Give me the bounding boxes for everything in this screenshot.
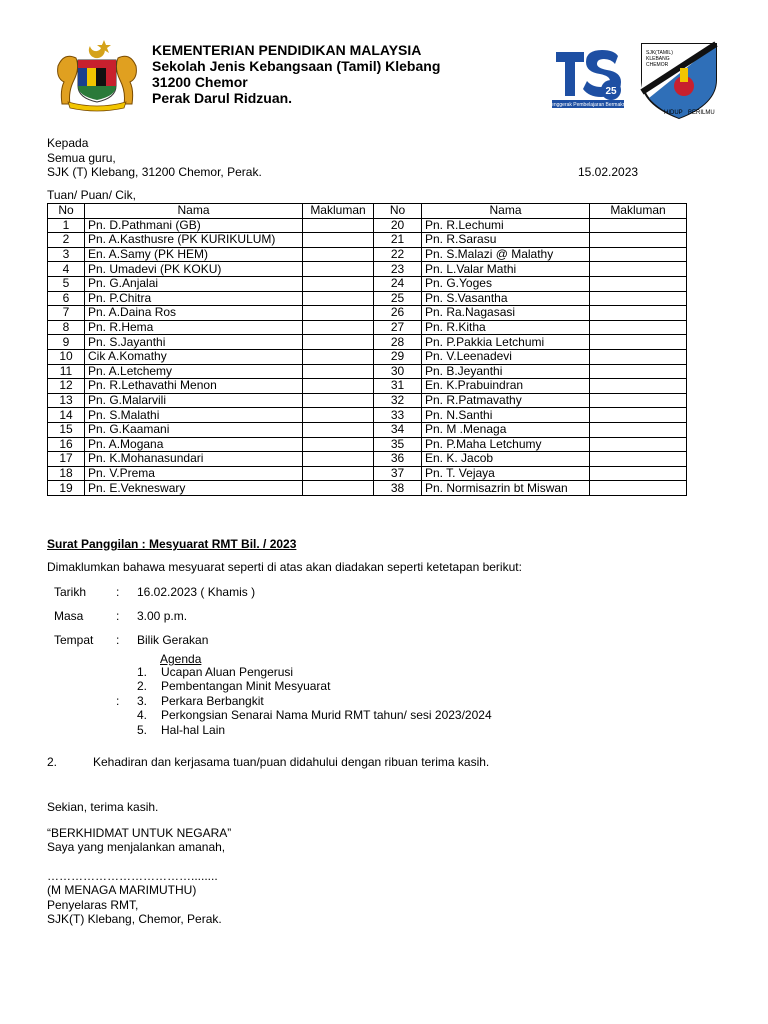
staff-no-right: 26 bbox=[374, 306, 422, 321]
staff-makluman-left bbox=[303, 422, 374, 437]
staff-name-right: En. K. Jacob bbox=[422, 452, 590, 467]
staff-no-right: 29 bbox=[374, 349, 422, 364]
staff-makluman-left bbox=[303, 349, 374, 364]
column-header: No bbox=[48, 204, 85, 219]
staff-makluman-left bbox=[303, 481, 374, 496]
notice-subject: Surat Panggilan : Mesyuarat RMT Bil. / 2023 bbox=[47, 537, 297, 551]
staff-makluman-right bbox=[590, 291, 687, 306]
staff-no-right: 36 bbox=[374, 452, 422, 467]
staff-no-left: 11 bbox=[48, 364, 85, 379]
staff-makluman-right bbox=[590, 452, 687, 467]
table-row bbox=[48, 218, 687, 233]
detail-colon: : bbox=[116, 609, 120, 623]
detail-key: Tarikh bbox=[54, 585, 87, 599]
school-name: Sekolah Jenis Kebangsaan (Tamil) Klebang bbox=[152, 58, 441, 74]
staff-name-right: Pn. P.Maha Letchumy bbox=[422, 437, 590, 452]
staff-name-left: Pn. V.Prema bbox=[85, 466, 303, 481]
staff-no-left: 12 bbox=[48, 379, 85, 394]
staff-makluman-right bbox=[590, 349, 687, 364]
staff-makluman-right bbox=[590, 276, 687, 291]
staff-makluman-right bbox=[590, 437, 687, 452]
agenda-item-text: Pembentangan Minit Mesyuarat bbox=[161, 679, 331, 694]
agenda-item-number: 5. bbox=[137, 722, 148, 737]
staff-makluman-left bbox=[303, 276, 374, 291]
staff-name-right: Pn. S.Malazi @ Malathy bbox=[422, 247, 590, 262]
svg-text:HIDUP: HIDUP bbox=[664, 110, 683, 116]
staff-no-right: 34 bbox=[374, 422, 422, 437]
table-header-row bbox=[48, 204, 687, 219]
table-row bbox=[48, 452, 687, 467]
agenda-item bbox=[137, 679, 492, 693]
staff-name-right: Pn. Normisazrin bt Miswan bbox=[422, 481, 590, 496]
staff-name-left: Pn. G.Kaamani bbox=[85, 422, 303, 437]
letter-date: 15.02.2023 bbox=[578, 165, 639, 179]
staff-makluman-left bbox=[303, 320, 374, 335]
staff-makluman-right bbox=[590, 247, 687, 262]
staff-no-left: 7 bbox=[48, 306, 85, 321]
staff-name-left: Pn. A.Kasthusre (PK KURIKULUM) bbox=[85, 233, 303, 248]
staff-name-right: Pn. T. Vejaya bbox=[422, 466, 590, 481]
staff-no-right: 22 bbox=[374, 247, 422, 262]
table-row bbox=[48, 349, 687, 364]
table-row bbox=[48, 481, 687, 496]
staff-name-right: Pn. V.Leenadevi bbox=[422, 349, 590, 364]
ts25-logo bbox=[548, 42, 628, 114]
column-header: Nama bbox=[85, 204, 303, 219]
staff-no-left: 18 bbox=[48, 466, 85, 481]
svg-text:25: 25 bbox=[605, 86, 617, 97]
staff-no-right: 37 bbox=[374, 466, 422, 481]
detail-row-place bbox=[0, 633, 768, 649]
staff-no-right: 23 bbox=[374, 262, 422, 277]
school-state: Perak Darul Ridzuan. bbox=[152, 90, 293, 106]
signatory-school: SJK(T) Klebang, Chemor, Perak. bbox=[47, 912, 222, 926]
staff-name-right: Pn. S.Vasantha bbox=[422, 291, 590, 306]
table-row bbox=[48, 233, 687, 248]
staff-name-right: Pn. R.Sarasu bbox=[422, 233, 590, 248]
staff-makluman-left bbox=[303, 247, 374, 262]
staff-makluman-left bbox=[303, 335, 374, 350]
staff-no-right: 28 bbox=[374, 335, 422, 350]
staff-name-left: Pn. R.Hema bbox=[85, 320, 303, 335]
staff-name-right: Pn. B.Jeyanthi bbox=[422, 364, 590, 379]
staff-makluman-right bbox=[590, 233, 687, 248]
staff-no-right: 32 bbox=[374, 393, 422, 408]
table-row bbox=[48, 422, 687, 437]
staff-no-left: 3 bbox=[48, 247, 85, 262]
staff-name-left: En. A.Samy (PK HEM) bbox=[85, 247, 303, 262]
staff-name-left: Pn. A.Mogana bbox=[85, 437, 303, 452]
school-badge-logo bbox=[636, 40, 722, 120]
staff-makluman-right bbox=[590, 364, 687, 379]
staff-name-right: Pn. L.Valar Mathi bbox=[422, 262, 590, 277]
staff-name-right: En. K.Prabuindran bbox=[422, 379, 590, 394]
staff-makluman-right bbox=[590, 408, 687, 423]
staff-no-left: 2 bbox=[48, 233, 85, 248]
detail-row-date bbox=[0, 585, 768, 601]
staff-name-right: Pn. R.Lechumi bbox=[422, 218, 590, 233]
staff-makluman-right bbox=[590, 262, 687, 277]
staff-name-left: Pn. G.Malarvili bbox=[85, 393, 303, 408]
table-row bbox=[48, 306, 687, 321]
staff-no-right: 27 bbox=[374, 320, 422, 335]
staff-name-right: Pn. G.Yoges bbox=[422, 276, 590, 291]
staff-no-right: 35 bbox=[374, 437, 422, 452]
staff-no-left: 17 bbox=[48, 452, 85, 467]
staff-name-right: Pn. Ra.Nagasasi bbox=[422, 306, 590, 321]
staff-name-right: Pn. M .Menaga bbox=[422, 422, 590, 437]
agenda-item-number: 4. bbox=[137, 708, 148, 723]
svg-text:BERILMU: BERILMU bbox=[688, 110, 715, 116]
svg-text:KLEBANG: KLEBANG bbox=[646, 56, 670, 62]
paragraph-2-text: Kehadiran dan kerjasama tuan/puan didahului dengan ribuan terima kasih. bbox=[93, 755, 490, 769]
staff-name-left: Pn. E.Vekneswary bbox=[85, 481, 303, 496]
staff-name-left: Pn. S.Jayanthi bbox=[85, 335, 303, 350]
staff-makluman-right bbox=[590, 481, 687, 496]
table-row bbox=[48, 466, 687, 481]
agenda-item-number: 3. bbox=[137, 693, 148, 708]
staff-name-left: Pn. D.Pathmani (GB) bbox=[85, 218, 303, 233]
staff-no-left: 9 bbox=[48, 335, 85, 350]
staff-makluman-right bbox=[590, 393, 687, 408]
staff-name-left: Pn. A.Letchemy bbox=[85, 364, 303, 379]
staff-no-right: 20 bbox=[374, 218, 422, 233]
staff-makluman-left bbox=[303, 364, 374, 379]
agenda-list bbox=[137, 665, 492, 737]
table-row bbox=[48, 247, 687, 262]
svg-text:SJK(TAMIL): SJK(TAMIL) bbox=[646, 50, 673, 56]
detail-value: Bilik Gerakan bbox=[137, 633, 209, 647]
malaysia-coat-of-arms-logo bbox=[52, 36, 142, 112]
address-to: Kepada bbox=[47, 136, 89, 150]
table-row bbox=[48, 291, 687, 306]
table-row bbox=[48, 276, 687, 291]
agenda-title: Agenda bbox=[160, 652, 202, 666]
staff-name-right: Pn. P.Pakkia Letchumi bbox=[422, 335, 590, 350]
table-row bbox=[48, 364, 687, 379]
detail-key: Masa bbox=[54, 609, 84, 623]
detail-value: 16.02.2023 ( Khamis ) bbox=[137, 585, 256, 599]
ts25-caption: Penggerak Pembelajaran Bermakna bbox=[548, 102, 628, 108]
detail-row-time bbox=[0, 609, 768, 625]
svg-text:CHEMOR: CHEMOR bbox=[646, 62, 669, 68]
staff-no-left: 19 bbox=[48, 481, 85, 496]
detail-colon: : bbox=[116, 585, 120, 599]
agenda-item-number: 1. bbox=[137, 665, 148, 679]
staff-name-left: Pn. G.Anjalai bbox=[85, 276, 303, 291]
staff-makluman-right bbox=[590, 466, 687, 481]
agenda-colon: : bbox=[116, 694, 120, 708]
staff-makluman-left bbox=[303, 306, 374, 321]
column-header: No bbox=[374, 204, 422, 219]
staff-makluman-left bbox=[303, 466, 374, 481]
table-row bbox=[48, 408, 687, 423]
table-row bbox=[48, 262, 687, 277]
detail-value: 3.00 p.m. bbox=[137, 609, 188, 623]
detail-colon: : bbox=[116, 633, 120, 647]
ministry-name: KEMENTERIAN PENDIDIKAN MALAYSIA bbox=[152, 42, 422, 58]
staff-no-left: 15 bbox=[48, 422, 85, 437]
staff-no-left: 16 bbox=[48, 437, 85, 452]
staff-name-left: Cik A.Komathy bbox=[85, 349, 303, 364]
signature-line: ………………………………........ bbox=[47, 869, 218, 883]
staff-name-left: Pn. S.Malathi bbox=[85, 408, 303, 423]
staff-name-left: Pn. P.Chitra bbox=[85, 291, 303, 306]
staff-name-right: Pn. R.Kitha bbox=[422, 320, 590, 335]
staff-no-right: 30 bbox=[374, 364, 422, 379]
staff-no-right: 38 bbox=[374, 481, 422, 496]
agenda-item-text: Perkongsian Senarai Nama Murid RMT tahun/ sesi 2023/2024 bbox=[161, 708, 492, 723]
agenda-item-text: Ucapan Aluan Pengerusi bbox=[161, 665, 294, 679]
staff-makluman-right bbox=[590, 218, 687, 233]
staff-makluman-left bbox=[303, 262, 374, 277]
agenda-item-text: Perkara Berbangkit bbox=[161, 693, 264, 708]
staff-name-left: Pn. Umadevi (PK KOKU) bbox=[85, 262, 303, 277]
staff-name-right: Pn. N.Santhi bbox=[422, 408, 590, 423]
closing-thanks: Sekian, terima kasih. bbox=[47, 800, 159, 814]
staff-makluman-left bbox=[303, 393, 374, 408]
paragraph-2-number: 2. bbox=[47, 755, 58, 769]
staff-no-left: 4 bbox=[48, 262, 85, 277]
staff-no-right: 21 bbox=[374, 233, 422, 248]
staff-name-left: Pn. A.Daina Ros bbox=[85, 306, 303, 321]
column-header: Nama bbox=[422, 204, 590, 219]
closing-motto: “BERKHIDMAT UNTUK NEGARA” bbox=[47, 826, 232, 840]
staff-makluman-right bbox=[590, 306, 687, 321]
staff-table bbox=[47, 203, 687, 496]
signatory-title: Penyelaras RMT, bbox=[47, 898, 139, 912]
agenda-item bbox=[137, 665, 492, 679]
agenda-item-text: Hal-hal Lain bbox=[161, 722, 226, 737]
staff-makluman-left bbox=[303, 379, 374, 394]
agenda-item-number: 2. bbox=[137, 679, 148, 694]
staff-makluman-right bbox=[590, 379, 687, 394]
school-postcode-town: 31200 Chemor bbox=[152, 74, 248, 90]
salutation: Tuan/ Puan/ Cik, bbox=[47, 188, 136, 202]
closing-trust: Saya yang menjalankan amanah, bbox=[47, 840, 226, 854]
detail-key: Tempat bbox=[54, 633, 94, 647]
staff-no-left: 14 bbox=[48, 408, 85, 423]
staff-makluman-left bbox=[303, 218, 374, 233]
staff-no-left: 5 bbox=[48, 276, 85, 291]
staff-no-left: 1 bbox=[48, 218, 85, 233]
staff-makluman-right bbox=[590, 335, 687, 350]
table-row bbox=[48, 320, 687, 335]
table-row bbox=[48, 393, 687, 408]
agenda-item bbox=[137, 694, 492, 708]
address-school: SJK (T) Klebang, 31200 Chemor, Perak. bbox=[47, 165, 262, 179]
staff-no-left: 10 bbox=[48, 349, 85, 364]
signatory-name: (M MENAGA MARIMUTHU) bbox=[47, 883, 197, 897]
staff-no-right: 24 bbox=[374, 276, 422, 291]
staff-name-left: Pn. R.Lethavathi Menon bbox=[85, 379, 303, 394]
letterhead-text bbox=[152, 42, 440, 106]
notice-intro: Dimaklumkan bahawa mesyuarat seperti di atas akan diadakan seperti ketetapan berikut: bbox=[47, 560, 522, 574]
staff-makluman-left bbox=[303, 291, 374, 306]
table-row bbox=[48, 379, 687, 394]
staff-makluman-left bbox=[303, 437, 374, 452]
staff-name-right: Pn. R.Patmavathy bbox=[422, 393, 590, 408]
table-row bbox=[48, 437, 687, 452]
staff-name-left: Pn. K.Mohanasundari bbox=[85, 452, 303, 467]
staff-no-left: 6 bbox=[48, 291, 85, 306]
staff-no-right: 25 bbox=[374, 291, 422, 306]
staff-no-right: 31 bbox=[374, 379, 422, 394]
staff-makluman-left bbox=[303, 408, 374, 423]
staff-makluman-right bbox=[590, 422, 687, 437]
table-row bbox=[48, 335, 687, 350]
column-header: Makluman bbox=[590, 204, 687, 219]
agenda-item bbox=[137, 723, 492, 737]
column-header: Makluman bbox=[303, 204, 374, 219]
staff-makluman-right bbox=[590, 320, 687, 335]
staff-no-left: 8 bbox=[48, 320, 85, 335]
agenda-item bbox=[137, 708, 492, 722]
staff-no-left: 13 bbox=[48, 393, 85, 408]
staff-makluman-left bbox=[303, 233, 374, 248]
staff-makluman-left bbox=[303, 452, 374, 467]
staff-no-right: 33 bbox=[374, 408, 422, 423]
address-recipient: Semua guru, bbox=[47, 151, 116, 165]
